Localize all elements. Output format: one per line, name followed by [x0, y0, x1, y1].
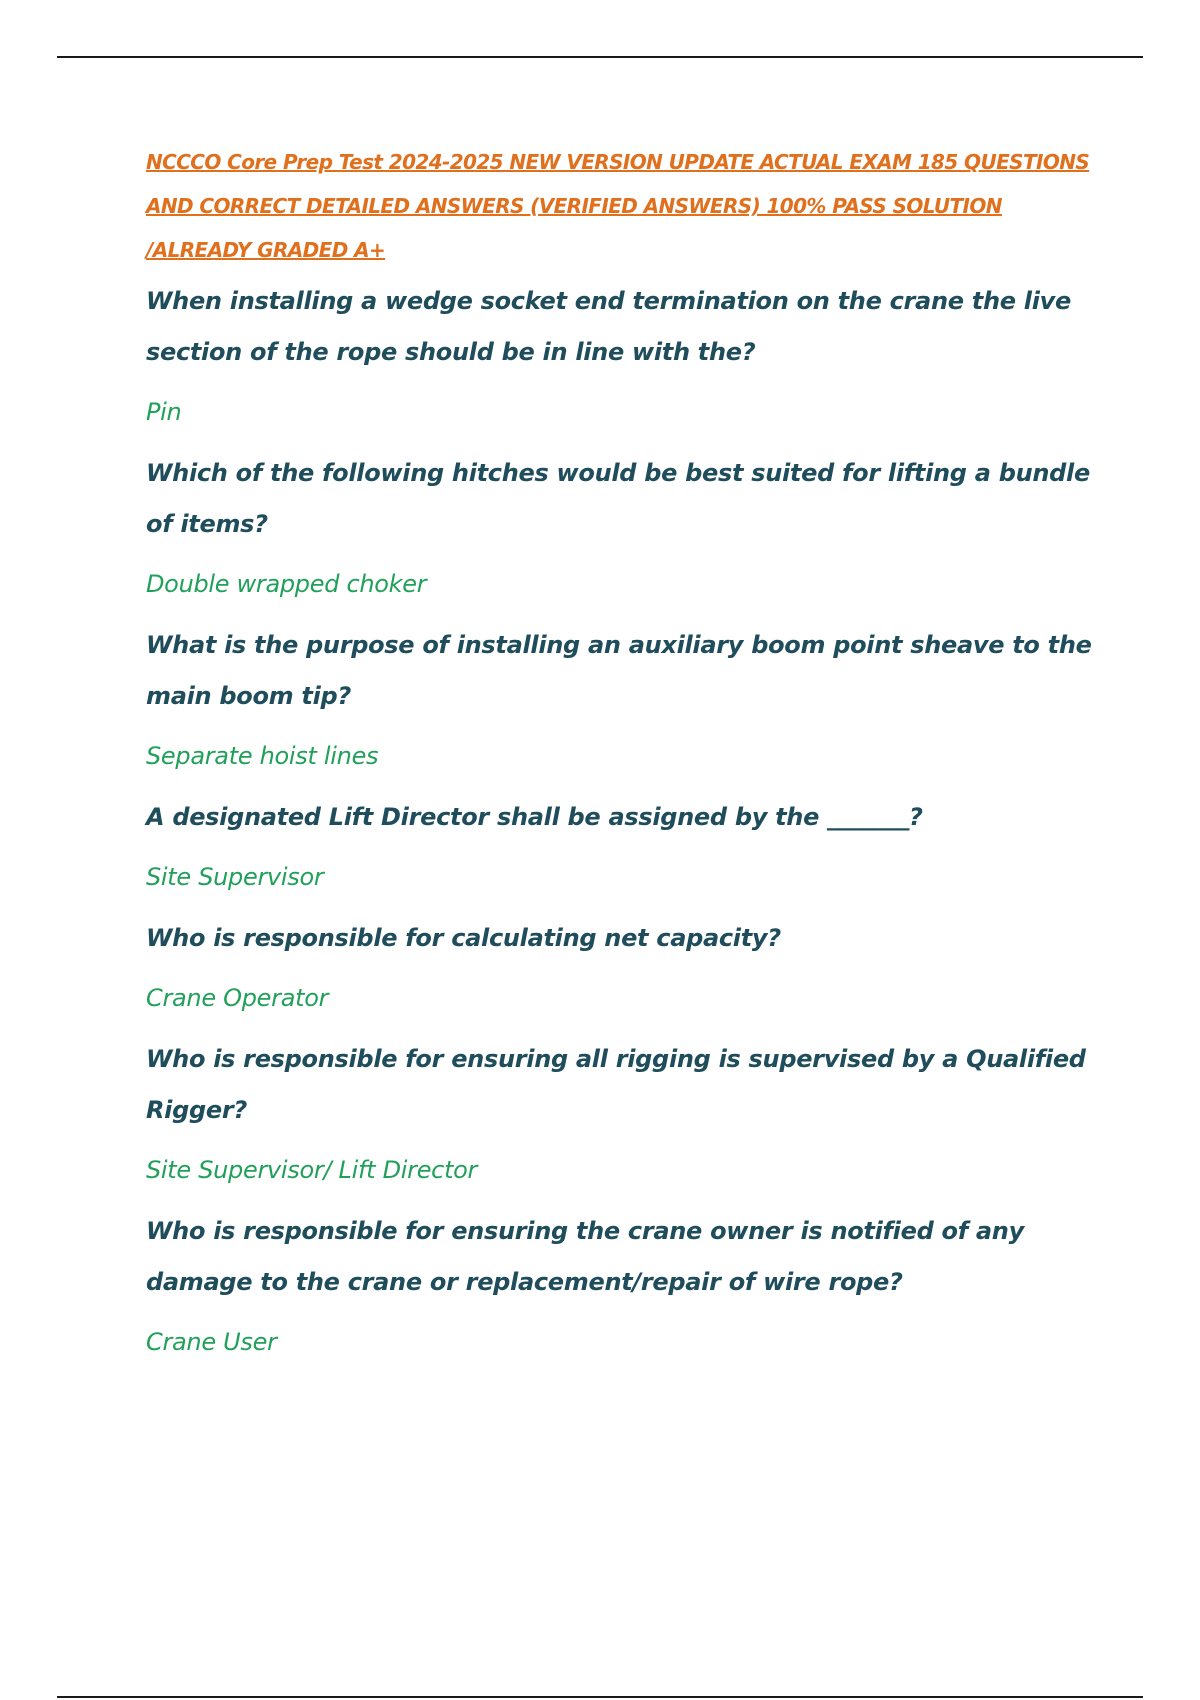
header-rule	[57, 56, 1143, 58]
answer: Separate hoist lines	[146, 742, 379, 770]
question: Which of the following hitches would be best suited for lifting a bundle of items?	[146, 459, 1090, 538]
qa-item	[146, 620, 1106, 776]
answer: Crane Operator	[146, 984, 329, 1012]
document-title: NCCCO Core Prep Test 2024-2025 NEW VERSION UPDATE ACTUAL EXAM 185 QUESTIONS AND CORRECT DETAILED ANSWERS (VERIFIED ANSWERS) 100% PASS SOLUTION /ALREADY GRADED A+	[146, 150, 1090, 262]
question: What is the purpose of installing an auxiliary boom point sheave to the main boom tip?	[146, 631, 1092, 710]
question: Who is responsible for ensuring the crane owner is notified of any damage to the crane or replacement/repair of wire rope?	[146, 1217, 1024, 1296]
question: When installing a wedge socket end termination on the crane the live section of the rope should be in line with the?	[146, 287, 1071, 366]
page-content	[146, 140, 1106, 1378]
qa-item	[146, 1034, 1106, 1190]
question: Who is responsible for calculating net capacity?	[146, 924, 781, 952]
qa-item	[146, 1206, 1106, 1362]
answer: Crane User	[146, 1328, 277, 1356]
question: Who is responsible for ensuring all rigging is supervised by a Qualified Rigger?	[146, 1045, 1086, 1124]
qa-item	[146, 913, 1106, 1018]
question: A designated Lift Director shall be assigned by the _______?	[146, 803, 923, 831]
answer: Double wrapped choker	[146, 570, 427, 598]
footer-rule	[57, 1696, 1143, 1698]
answer: Site Supervisor/ Lift Director	[146, 1156, 478, 1184]
qa-item	[146, 792, 1106, 897]
answer: Pin	[146, 398, 182, 426]
answer: Site Supervisor	[146, 863, 324, 891]
qa-item	[146, 448, 1106, 604]
qa-item	[146, 276, 1106, 432]
